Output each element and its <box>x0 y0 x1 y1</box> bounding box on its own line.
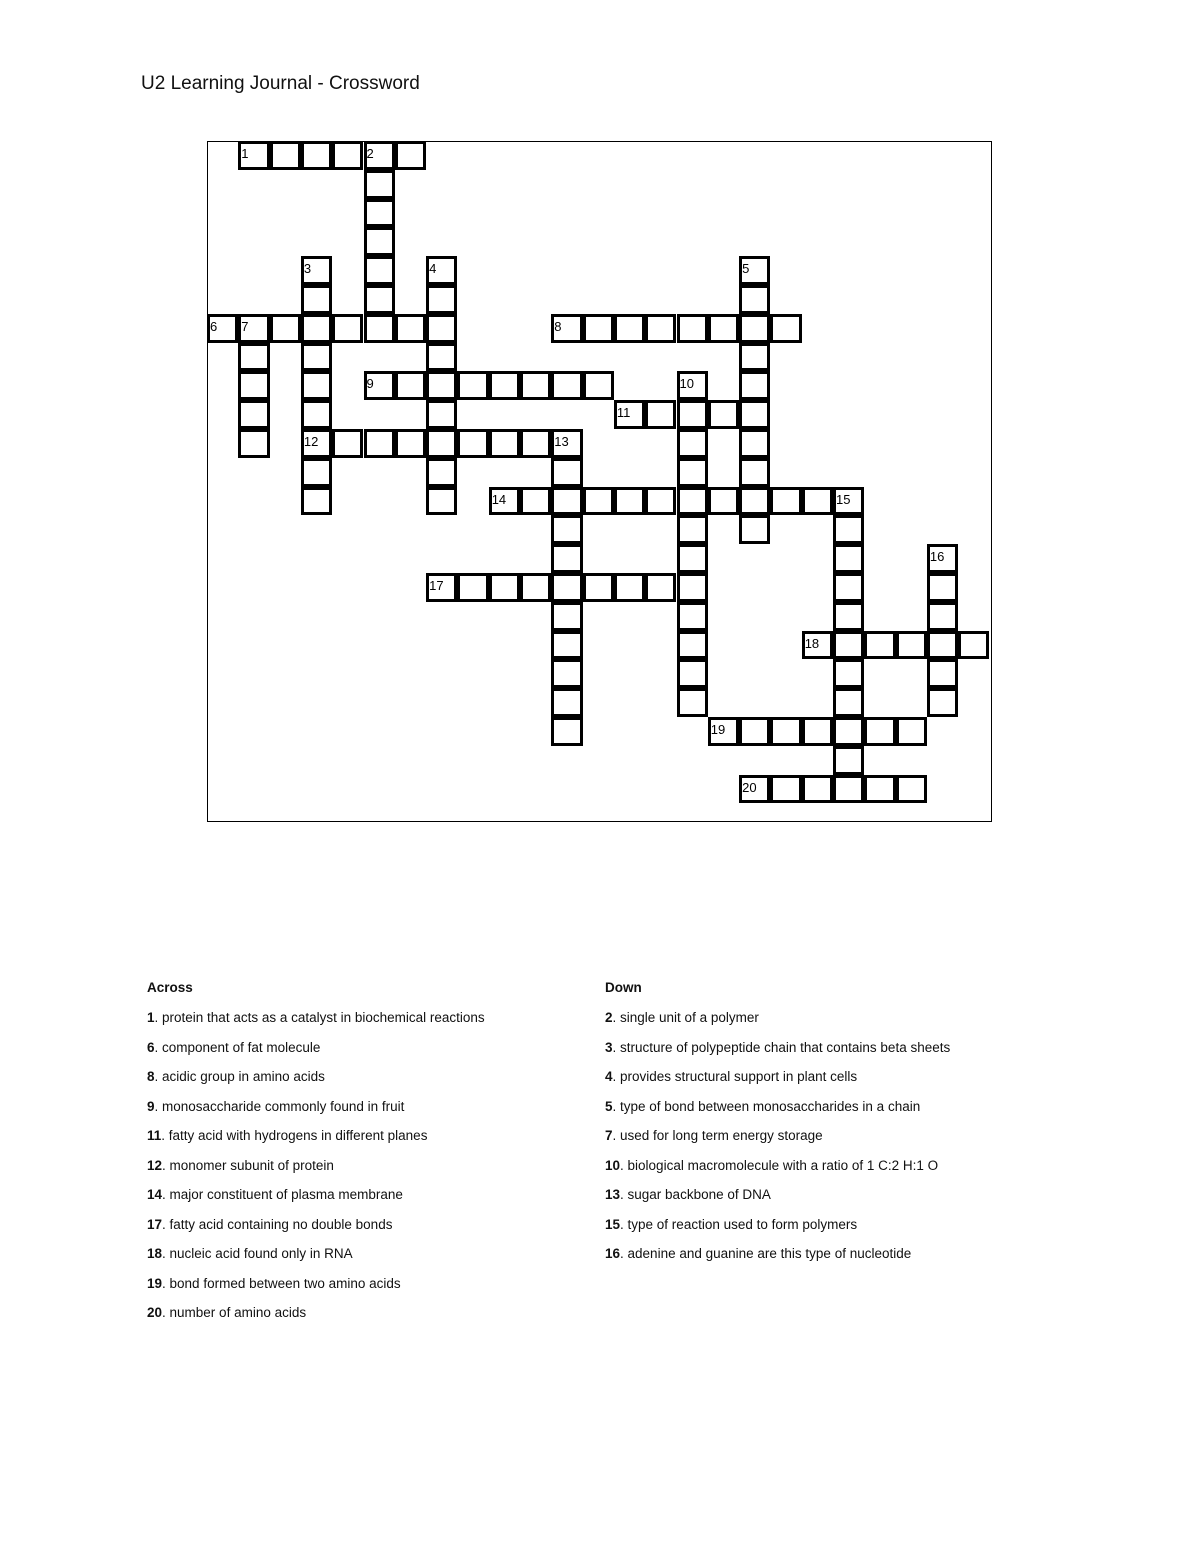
grid-cell[interactable] <box>677 544 708 573</box>
grid-cell[interactable] <box>583 371 614 400</box>
grid-cell[interactable] <box>238 400 269 429</box>
grid-cell[interactable] <box>677 515 708 544</box>
grid-cell[interactable] <box>958 631 989 660</box>
across-clue-6 <box>147 1040 485 1070</box>
grid-cell[interactable] <box>739 717 770 746</box>
grid-cell[interactable] <box>551 573 582 602</box>
grid-cell[interactable] <box>551 429 582 458</box>
clue-text: . protein that acts as a catalyst in biochemical reactions <box>154 1010 485 1025</box>
down-clue-list <box>605 1010 950 1276</box>
clue-number: 8 <box>147 1069 155 1084</box>
grid-cell[interactable] <box>364 141 395 170</box>
grid-cell[interactable] <box>238 429 269 458</box>
page-title: U2 Learning Journal - Crossword <box>141 73 420 94</box>
grid-cell[interactable] <box>927 659 958 688</box>
grid-cell[interactable] <box>927 544 958 573</box>
grid-cell[interactable] <box>301 371 332 400</box>
grid-cell[interactable] <box>927 573 958 602</box>
grid-cell[interactable] <box>770 314 801 343</box>
clue-text: . major constituent of plasma membrane <box>162 1187 403 1202</box>
grid-cell[interactable] <box>551 515 582 544</box>
grid-cell[interactable] <box>614 573 645 602</box>
clue-number-2: 2 <box>366 146 374 161</box>
clue-number-5: 5 <box>742 261 750 277</box>
grid-cell[interactable] <box>551 659 582 688</box>
grid-cell[interactable] <box>426 285 457 314</box>
clue-text: . acidic group in amino acids <box>154 1069 325 1084</box>
grid-cell[interactable] <box>677 602 708 631</box>
grid-cell[interactable] <box>864 775 895 804</box>
grid-cell[interactable] <box>708 717 739 746</box>
clue-number: 14 <box>147 1187 163 1202</box>
grid-cell[interactable] <box>927 631 958 660</box>
clue-text: . type of reaction used to form polymers <box>620 1216 858 1232</box>
grid-cell[interactable] <box>896 631 927 660</box>
grid-cell[interactable] <box>833 487 864 516</box>
grid-cell[interactable] <box>301 256 332 285</box>
grid-cell[interactable] <box>238 343 269 372</box>
grid-cell[interactable] <box>301 314 332 343</box>
grid-cell[interactable] <box>739 343 770 372</box>
grid-cell[interactable] <box>489 429 520 458</box>
clue-text: . sugar backbone of DNA <box>620 1187 771 1202</box>
clue-number-13: 13 <box>554 434 569 449</box>
clue-number: 11 <box>147 1128 162 1143</box>
across-clue-19 <box>147 1276 485 1306</box>
grid-cell[interactable] <box>364 170 395 199</box>
across-clue-list <box>147 1010 485 1335</box>
grid-cell[interactable] <box>833 515 864 544</box>
clue-number: 12 <box>147 1157 163 1173</box>
grid-cell[interactable] <box>583 573 614 602</box>
grid-cell[interactable] <box>677 429 708 458</box>
grid-cell[interactable] <box>614 314 645 343</box>
grid-cell[interactable] <box>833 775 864 804</box>
grid-cell[interactable] <box>270 314 301 343</box>
grid-cell[interactable] <box>426 573 457 602</box>
down-clues <box>605 980 950 1276</box>
grid-cell[interactable] <box>645 400 676 429</box>
clue-text: . bond formed between two amino acids <box>162 1275 401 1291</box>
grid-cell[interactable] <box>739 515 770 544</box>
grid-cell[interactable] <box>551 458 582 487</box>
grid-cell[interactable] <box>520 487 551 516</box>
clue-number-15: 15 <box>836 491 851 507</box>
grid-cell[interactable] <box>739 458 770 487</box>
grid-cell[interactable] <box>739 314 770 343</box>
grid-cell[interactable] <box>238 141 269 170</box>
across-clue-9 <box>147 1099 485 1129</box>
grid-cell[interactable] <box>270 141 301 170</box>
grid-cell[interactable] <box>207 314 238 343</box>
grid-cell[interactable] <box>739 487 770 516</box>
grid-cell[interactable] <box>802 775 833 804</box>
grid-cell[interactable] <box>708 400 739 429</box>
grid-cell[interactable] <box>364 256 395 285</box>
clue-number: 18 <box>147 1246 163 1261</box>
grid-cell[interactable] <box>301 141 332 170</box>
clue-number-7: 7 <box>241 318 249 334</box>
grid-cell[interactable] <box>238 371 269 400</box>
grid-cell[interactable] <box>583 487 614 516</box>
clue-text: . biological macromolecule with a ratio of 1 C:2 H:1 O <box>620 1157 939 1173</box>
grid-cell[interactable] <box>426 371 457 400</box>
clue-text: . monomer subunit of protein <box>162 1157 334 1173</box>
across-clue-12 <box>147 1158 485 1188</box>
grid-cell[interactable] <box>332 314 363 343</box>
grid-cell[interactable] <box>833 573 864 602</box>
grid-cell[interactable] <box>364 371 395 400</box>
grid-cell[interactable] <box>739 775 770 804</box>
grid-cell[interactable] <box>864 631 895 660</box>
clue-number-1: 1 <box>241 146 249 161</box>
grid-cell[interactable] <box>426 256 457 285</box>
grid-cell[interactable] <box>677 400 708 429</box>
clue-text: . nucleic acid found only in RNA <box>162 1246 353 1261</box>
clue-number: 9 <box>147 1098 155 1114</box>
grid-cell[interactable] <box>395 314 426 343</box>
grid-cell[interactable] <box>927 688 958 717</box>
down-clue-3 <box>605 1040 950 1070</box>
grid-cell[interactable] <box>833 631 864 660</box>
clue-number-8: 8 <box>554 318 562 334</box>
down-clue-2 <box>605 1010 950 1040</box>
clue-number-18: 18 <box>804 635 820 651</box>
clue-number: 3 <box>605 1039 613 1055</box>
clue-text: . fatty acid with hydrogens in different planes <box>161 1128 428 1143</box>
across-clues <box>147 980 485 1335</box>
grid-cell[interactable] <box>364 285 395 314</box>
grid-cell[interactable] <box>457 371 488 400</box>
grid-cell[interactable] <box>238 314 269 343</box>
clue-number-4: 4 <box>429 261 437 277</box>
grid-cell[interactable] <box>770 717 801 746</box>
grid-cell[interactable] <box>927 602 958 631</box>
grid-cell[interactable] <box>520 429 551 458</box>
grid-cell[interactable] <box>426 487 457 516</box>
clue-text: . monosaccharide commonly found in fruit <box>154 1098 405 1114</box>
clue-number: 4 <box>605 1069 613 1084</box>
across-clue-20 <box>147 1305 485 1335</box>
grid-cell[interactable] <box>677 314 708 343</box>
grid-cell[interactable] <box>551 631 582 660</box>
grid-cell[interactable] <box>708 314 739 343</box>
grid-cell[interactable] <box>332 141 363 170</box>
across-clue-1 <box>147 1010 485 1040</box>
clue-text: . provides structural support in plant cells <box>612 1069 858 1084</box>
grid-cell[interactable] <box>332 429 363 458</box>
clue-number: 10 <box>605 1157 621 1173</box>
clue-number-10: 10 <box>679 376 694 392</box>
clue-text: . type of bond between monosaccharides in a chain <box>612 1098 921 1114</box>
grid-cell[interactable] <box>833 659 864 688</box>
grid-cell[interactable] <box>677 458 708 487</box>
clue-number: 15 <box>605 1216 621 1232</box>
grid-cell[interactable] <box>770 487 801 516</box>
grid-cell[interactable] <box>551 717 582 746</box>
clue-number: 1 <box>147 1010 155 1025</box>
grid-cell[interactable] <box>301 400 332 429</box>
grid-cell[interactable] <box>364 199 395 228</box>
grid-cell[interactable] <box>739 256 770 285</box>
grid-cell[interactable] <box>364 429 395 458</box>
grid-cell[interactable] <box>489 573 520 602</box>
clue-number-14: 14 <box>491 491 507 507</box>
grid-cell[interactable] <box>677 573 708 602</box>
clue-number: 13 <box>605 1187 621 1202</box>
grid-cell[interactable] <box>770 775 801 804</box>
clue-number-17: 17 <box>429 578 444 593</box>
grid-cell[interactable] <box>520 371 551 400</box>
grid-cell[interactable] <box>426 343 457 372</box>
grid-cell[interactable] <box>833 717 864 746</box>
grid-cell[interactable] <box>677 631 708 660</box>
grid-cell[interactable] <box>896 717 927 746</box>
clue-text: . structure of polypeptide chain that contains beta sheets <box>612 1039 951 1055</box>
grid-cell[interactable] <box>551 371 582 400</box>
grid-cell[interactable] <box>551 487 582 516</box>
grid-cell[interactable] <box>708 487 739 516</box>
grid-cell[interactable] <box>551 314 582 343</box>
clue-number: 20 <box>147 1305 163 1320</box>
grid-cell[interactable] <box>677 487 708 516</box>
clue-number: 16 <box>605 1246 621 1261</box>
grid-cell[interactable] <box>301 285 332 314</box>
across-clue-11 <box>147 1128 485 1158</box>
clue-number: 6 <box>147 1039 155 1055</box>
down-clue-5 <box>605 1099 950 1129</box>
grid-cell[interactable] <box>833 602 864 631</box>
grid-cell[interactable] <box>645 487 676 516</box>
grid-cell[interactable] <box>301 429 332 458</box>
clue-number-9: 9 <box>366 376 374 392</box>
clue-text: . used for long term energy storage <box>612 1128 823 1143</box>
grid-cell[interactable] <box>426 458 457 487</box>
grid-cell[interactable] <box>677 659 708 688</box>
grid-cell[interactable] <box>489 371 520 400</box>
down-clue-10 <box>605 1158 950 1188</box>
grid-cell[interactable] <box>426 429 457 458</box>
across-clue-8 <box>147 1069 485 1099</box>
grid-cell[interactable] <box>426 400 457 429</box>
clue-text: . single unit of a polymer <box>612 1010 759 1025</box>
grid-cell[interactable] <box>301 343 332 372</box>
grid-cell[interactable] <box>301 487 332 516</box>
clue-number: 19 <box>147 1275 163 1291</box>
clue-number: 5 <box>605 1098 613 1114</box>
grid-cell[interactable] <box>551 544 582 573</box>
grid-cell[interactable] <box>395 429 426 458</box>
grid-cell[interactable] <box>551 602 582 631</box>
clue-number-12: 12 <box>303 434 319 449</box>
grid-cell[interactable] <box>677 371 708 400</box>
grid-cell[interactable] <box>864 717 895 746</box>
grid-cell[interactable] <box>395 141 426 170</box>
clue-number-3: 3 <box>303 261 312 277</box>
grid-cell[interactable] <box>364 227 395 256</box>
grid-cell[interactable] <box>802 487 833 516</box>
down-clue-13 <box>605 1187 950 1217</box>
down-clue-15 <box>605 1217 950 1247</box>
grid-cell[interactable] <box>645 314 676 343</box>
grid-cell[interactable] <box>301 458 332 487</box>
grid-cell[interactable] <box>489 487 520 516</box>
clue-number-6: 6 <box>210 318 218 334</box>
grid-cell[interactable] <box>739 400 770 429</box>
across-clue-14 <box>147 1187 485 1217</box>
clue-number-11: 11 <box>616 405 631 421</box>
grid-cell[interactable] <box>833 688 864 717</box>
grid-cell[interactable] <box>739 429 770 458</box>
grid-cell[interactable] <box>457 573 488 602</box>
down-clue-16 <box>605 1246 950 1276</box>
grid-cell[interactable] <box>614 487 645 516</box>
clue-text: . fatty acid containing no double bonds <box>162 1216 393 1232</box>
grid-cell[interactable] <box>739 285 770 314</box>
clue-number: 2 <box>605 1010 613 1025</box>
down-clue-7 <box>605 1128 950 1158</box>
across-clue-18 <box>147 1246 485 1276</box>
grid-cell[interactable] <box>645 573 676 602</box>
down-heading: Down <box>605 980 642 995</box>
clue-text: . number of amino acids <box>162 1305 307 1320</box>
grid-cell[interactable] <box>802 631 833 660</box>
clue-number-20: 20 <box>742 779 757 795</box>
grid-cell[interactable] <box>739 371 770 400</box>
grid-cell[interactable] <box>551 688 582 717</box>
grid-cell[interactable] <box>395 371 426 400</box>
grid-cell[interactable] <box>802 717 833 746</box>
grid-cell[interactable] <box>833 746 864 775</box>
grid-cell[interactable] <box>364 314 395 343</box>
grid-cell[interactable] <box>426 314 457 343</box>
clue-number: 7 <box>605 1128 613 1143</box>
clue-number: 17 <box>147 1216 163 1232</box>
across-clue-17 <box>147 1217 485 1247</box>
clue-number-19: 19 <box>710 722 726 737</box>
grid-cell[interactable] <box>614 400 645 429</box>
across-heading: Across <box>147 980 193 995</box>
grid-cell[interactable] <box>583 314 614 343</box>
clue-number-16: 16 <box>929 549 945 565</box>
grid-cell[interactable] <box>677 688 708 717</box>
down-clue-4 <box>605 1069 950 1099</box>
clue-text: . adenine and guanine are this type of nucleotide <box>620 1246 912 1261</box>
grid-cell[interactable] <box>833 544 864 573</box>
grid-cell[interactable] <box>457 429 488 458</box>
clue-text: . component of fat molecule <box>154 1039 321 1055</box>
grid-cell[interactable] <box>896 775 927 804</box>
grid-cell[interactable] <box>520 573 551 602</box>
